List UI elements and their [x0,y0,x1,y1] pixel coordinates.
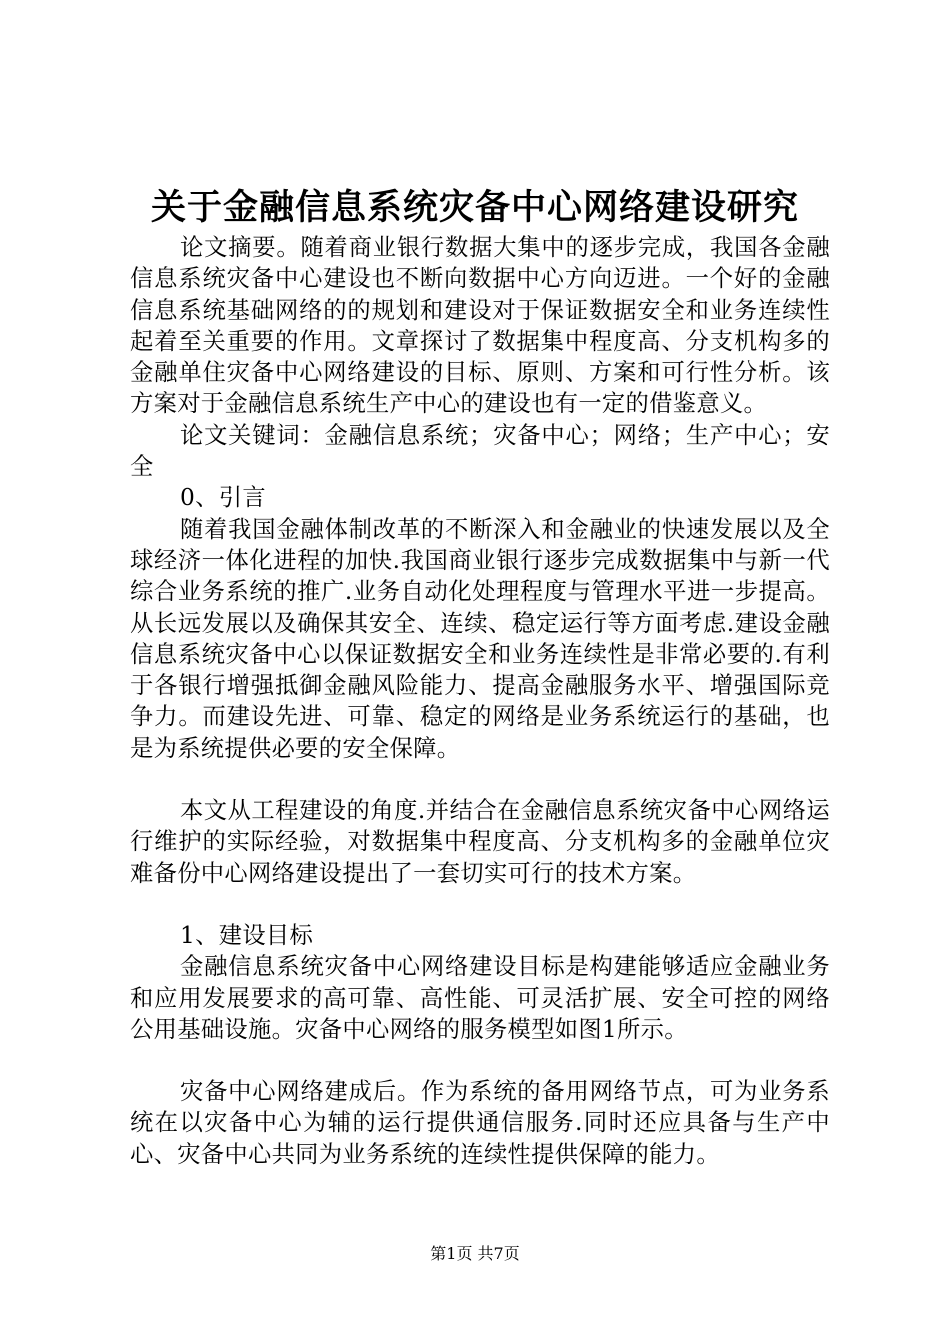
introduction-paragraph-1: 随着我国金融体制改革的不断深入和金融业的快速发展以及全球经济一体化进程的加快.我国商业银行逐步完成数据集中与新一代综合业务系统的推广.业务自动化处理程度与管理水平进一步提高。从长远发展以及确保其安全、连续、稳定运行等方面考虑.建设金融信息系统灾备中心以保证数据安全和业务连续性是非常必要的.有利于各银行增强抵御金融风险能力、提高金融服务水平、增强国际竞争力。而建设先进、可靠、稳定的网络是业务系统运行的基础，也是为系统提供必要的安全保障。 [130,515,830,762]
section-heading-introduction: 0、引言 [180,484,266,512]
goals-paragraph-2: 灾备中心网络建成后。作为系统的备用网络节点，可为业务系统在以灾备中心为辅的运行提供通信服务.同时还应具备与生产中心、灾备中心共同为业务系统的连续性提供保障的能力。 [130,1078,830,1168]
abstract-paragraph: 论文摘要。随着商业银行数据大集中的逐步完成，我国各金融信息系统灾备中心建设也不断向数据中心方向迈进。一个好的金融信息系统基础网络的的规划和建设对于保证数据安全和业务连续性起着至关重要的作用。文章探讨了数据集中程度高、分支机构多的金融单住灾备中心网络建设的目标、原则、方案和可行性分析。该方案对于金融信息系统生产中心的建设也有一定的借鉴意义。 [130,234,830,418]
section-heading-goals: 1、建设目标 [180,921,314,949]
keywords-paragraph: 论文关键词：金融信息系统；灾备中心；网络；生产中心；安全 [130,421,830,481]
document-title: 关于金融信息系统灾备中心网络建设研究 [150,187,799,228]
introduction-paragraph-2: 本文从工程建设的角度.并结合在金融信息系统灾备中心网络运行维护的实际经验，对数据集中程度高、分支机构多的金融单位灾难备份中心网络建设提出了一套切实可行的技术方案。 [130,797,830,887]
page-number-footer: 第1页 共7页 [430,1244,520,1263]
document-body [130,232,830,1170]
goals-paragraph-1: 金融信息系统灾备中心网络建设目标是构建能够适应金融业务和应用发展要求的高可靠、高性能、可灵活扩展、安全可控的网络公用基础设施。灾备中心网络的服务模型如图1所示。 [130,953,830,1043]
